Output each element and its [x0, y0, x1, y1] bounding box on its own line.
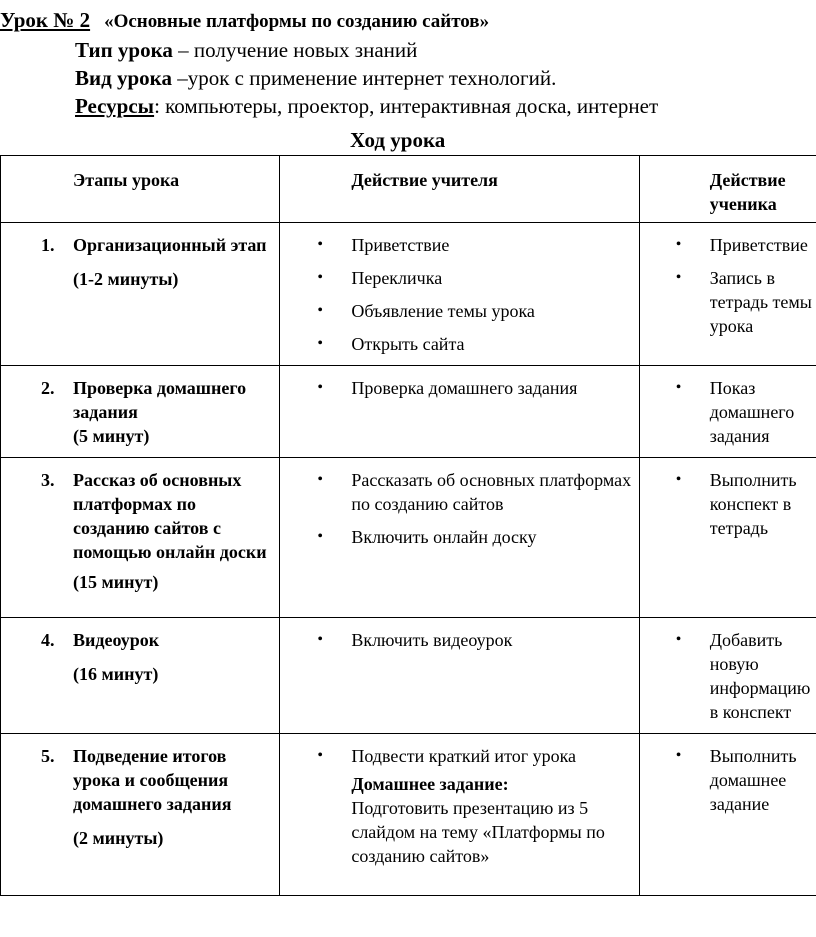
lesson-type-value: – получение новых знаний — [172, 38, 418, 62]
resources-label: Ресурсы — [75, 94, 155, 118]
lesson-kind-line — [75, 66, 556, 91]
stage-number: 5. — [41, 746, 55, 766]
stage-number: 3. — [41, 470, 55, 490]
stage-title: Подведение итогов урока и сообщения домашнего задания — [73, 746, 232, 814]
lesson-kind-value: –урок с применение интернет технологий. — [171, 66, 557, 90]
resources-line — [75, 94, 658, 119]
lesson-type-line — [75, 38, 417, 63]
lesson-kind-label: Вид урока — [75, 66, 172, 90]
section-title: Ход урока — [350, 128, 446, 152]
teacher-action: • Включить онлайн доску — [351, 525, 632, 549]
table-row — [1, 618, 816, 734]
stage-title: Видеоурок — [73, 630, 160, 650]
table-row — [1, 458, 816, 618]
lesson-type-label: Тип урока — [75, 38, 173, 62]
teacher-action: • Подвести краткий итог урока — [351, 744, 632, 768]
teacher-action: • Проверка домашнего задания — [351, 376, 632, 400]
stage-number: 4. — [41, 630, 55, 650]
stage-title: Рассказ об основных платформах по созданию сайтов с помощью онлайн доски — [73, 470, 267, 562]
stage-duration: (2 минуты) — [73, 828, 164, 848]
table-row — [1, 366, 816, 458]
resources-value: : компьютеры, проектор, интерактивная доска, интернет — [154, 94, 659, 118]
stage-title: Проверка домашнего задания — [73, 378, 247, 422]
table-header-row — [1, 156, 816, 223]
teacher-action: • Рассказать об основных платформах по созданию сайтов — [351, 468, 632, 516]
lesson-header — [0, 8, 489, 33]
stage-duration: (5 минут) — [73, 426, 150, 446]
stage-duration: (15 минут) — [73, 572, 159, 592]
student-action: • Приветствие — [710, 233, 816, 257]
lesson-title: «Основные платформы по созданию сайтов» — [104, 11, 490, 32]
student-action: • Выполнить конспект в тетрадь — [710, 468, 816, 540]
stage-number: 2. — [41, 378, 55, 398]
table-row — [1, 223, 816, 366]
stage-title: Организационный этап — [73, 235, 267, 255]
homework-text: Подготовить презентацию из 5 слайдом на тему «Платформы по созданию сайтов» — [351, 798, 605, 866]
stage-number: 1. — [41, 235, 55, 255]
column-header-stages: Этапы урока — [1, 156, 280, 223]
stage-duration: (1-2 минуты) — [73, 269, 179, 289]
teacher-action: • Включить видеоурок — [351, 628, 632, 652]
student-action: • Добавить новую информацию в конспект — [710, 628, 816, 724]
column-header-student: Действие ученика — [639, 156, 816, 223]
teacher-action: • Открыть сайта — [351, 332, 632, 356]
teacher-action: • Приветствие — [351, 233, 632, 257]
student-action: • Выполнить домашнее задание — [710, 744, 816, 816]
teacher-action: • Объявление темы урока — [351, 299, 632, 323]
lesson-plan-table — [0, 155, 816, 896]
student-action: • Запись в тетрадь темы урока — [710, 266, 816, 338]
lesson-number: Урок № 2 — [0, 8, 91, 32]
student-action: • Показ домашнего задания — [710, 376, 816, 448]
teacher-action: • Перекличка — [351, 266, 632, 290]
stage-duration: (16 минут) — [73, 664, 159, 684]
table-row — [1, 734, 816, 896]
homework-label: Домашнее задание: — [351, 774, 509, 794]
column-header-teacher: Действие учителя — [280, 156, 639, 223]
